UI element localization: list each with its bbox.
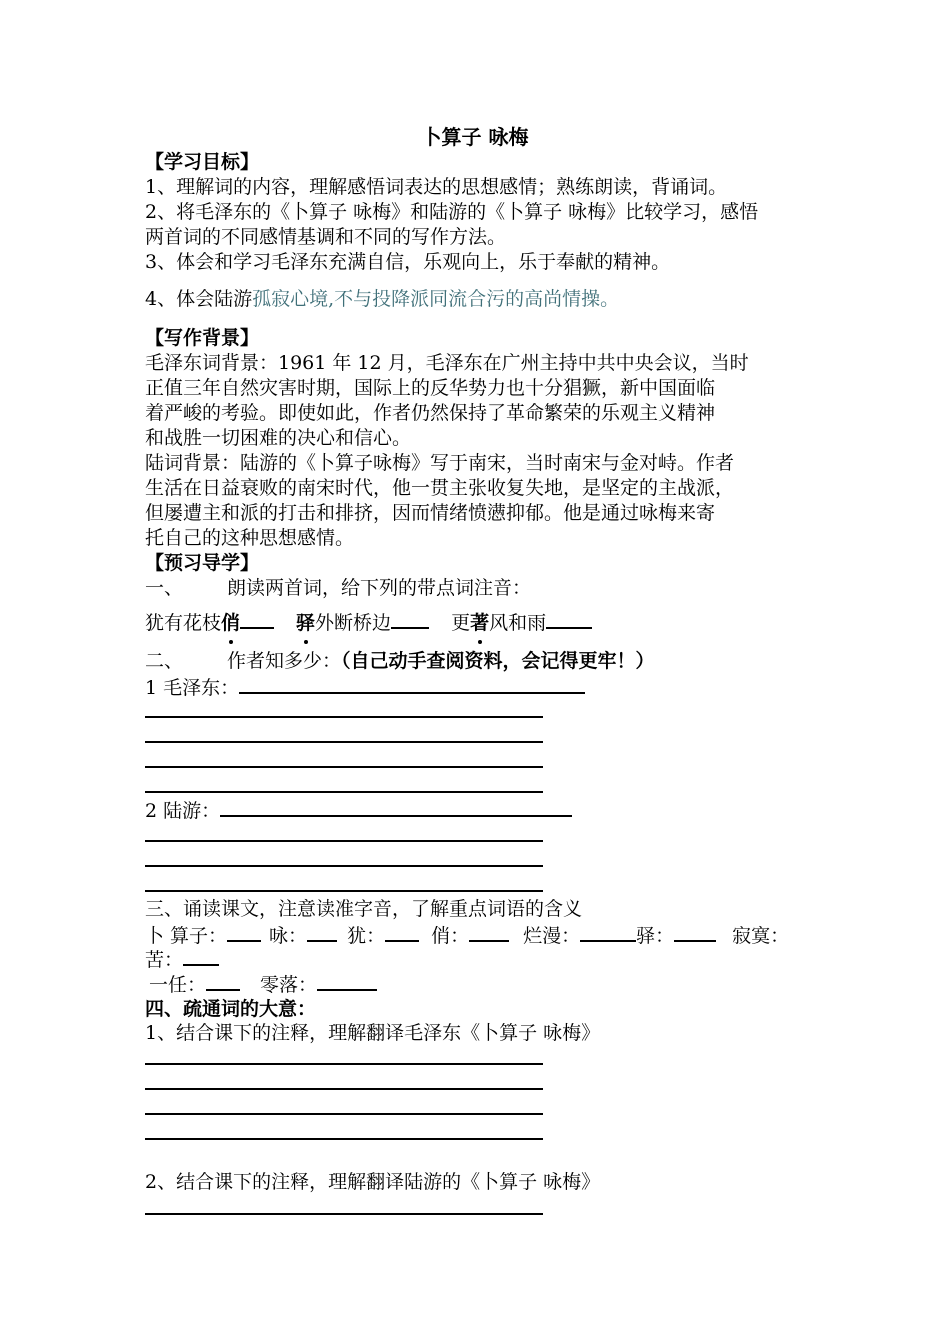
pinyin-word-3-pre: 更 bbox=[451, 612, 471, 634]
pinyin-word-1: 犹有花枝 bbox=[145, 612, 222, 634]
vocab-label: 咏： bbox=[269, 925, 308, 947]
vocab-row-3 bbox=[145, 971, 377, 997]
lu-background-line-1: 陆词背景：陆游的《卜算子咏梅》写于南宋，当时南宋与金对峙。作者 bbox=[145, 452, 735, 474]
lu-author-row bbox=[145, 797, 572, 823]
vocab-label: 寂寞： bbox=[732, 925, 790, 947]
mao-author-blank[interactable] bbox=[239, 674, 585, 694]
dotted-char-yi: 驿 bbox=[296, 612, 316, 634]
vocab-blank[interactable] bbox=[674, 922, 716, 942]
vocab-label: 俏： bbox=[431, 925, 470, 947]
question-4-title: 四、疏通词的大意： bbox=[145, 998, 317, 1020]
background-header: 【写作背景】 bbox=[145, 327, 260, 349]
pinyin-row bbox=[145, 609, 592, 635]
vocab-label: 零落： bbox=[260, 974, 318, 996]
goal-item-4 bbox=[145, 287, 619, 311]
vocab-label: 苦： bbox=[145, 949, 184, 971]
answer-line[interactable] bbox=[145, 741, 543, 743]
lu-background-line-3: 但屡遭主和派的打击和排挤，因而情绪愤懑抑郁。他是通过咏梅来寄 bbox=[145, 502, 716, 524]
page-title: 卜算子 咏梅 bbox=[421, 125, 529, 149]
vocab-label: 一任： bbox=[149, 974, 207, 996]
mao-background-line-3: 着严峻的考验。即使如此，作者仍然保持了革命繁荣的乐观主义精神 bbox=[145, 402, 716, 424]
answer-line[interactable] bbox=[145, 766, 543, 768]
answer-line[interactable] bbox=[145, 1213, 543, 1215]
answer-line[interactable] bbox=[145, 716, 543, 718]
goals-header: 【学习目标】 bbox=[145, 151, 260, 173]
vocab-label: 驿： bbox=[636, 925, 675, 947]
question-2 bbox=[145, 649, 655, 673]
answer-line[interactable] bbox=[145, 1063, 543, 1065]
vocab-blank[interactable] bbox=[307, 922, 337, 942]
vocab-blank[interactable] bbox=[206, 971, 240, 991]
answer-line[interactable] bbox=[145, 1113, 543, 1115]
pinyin-word-3-post: 风和雨 bbox=[489, 612, 547, 634]
question-1-number: 一、 bbox=[145, 577, 184, 599]
dotted-char-zhuo: 著 bbox=[470, 612, 490, 634]
mao-author-row bbox=[145, 674, 585, 700]
vocab-blank[interactable] bbox=[227, 922, 261, 942]
question-1-text: 朗读两首词，给下列的带点词注音： bbox=[227, 577, 532, 599]
lu-background-line-4: 托自己的这种思想感情。 bbox=[145, 527, 355, 549]
lu-background-line-2: 生活在日益衰败的南宋时代，他一贯主张收复失地，是坚定的主战派， bbox=[145, 477, 735, 499]
goal-item-4-highlight: 孤寂心境,不与投降派同流合污的高尚情操。 bbox=[252, 288, 620, 310]
answer-line[interactable] bbox=[145, 840, 543, 842]
question-4-item-2: 2、结合课下的注释，理解翻译陆游的《卜算子 咏梅》 bbox=[145, 1171, 601, 1193]
vocab-row-2 bbox=[145, 946, 219, 972]
mao-background-line-1: 毛泽东词背景：1961 年 12 月，毛泽东在广州主持中共中央会议，当时 bbox=[145, 352, 749, 374]
vocab-blank[interactable] bbox=[469, 922, 509, 942]
pinyin-blank-1[interactable] bbox=[240, 609, 274, 629]
answer-line[interactable] bbox=[145, 1088, 543, 1090]
question-4-item-1: 1、结合课下的注释，理解翻译毛泽东《卜算子 咏梅》 bbox=[145, 1022, 601, 1044]
answer-line[interactable] bbox=[145, 865, 543, 867]
vocab-blank[interactable] bbox=[580, 922, 636, 942]
pinyin-word-2: 外断桥边 bbox=[315, 612, 392, 634]
question-2-note: （自己动手查阅资料，会记得更牢！） bbox=[341, 650, 655, 672]
lu-author-label: 2 陆游： bbox=[145, 800, 221, 822]
goal-item-2-line-1: 2、将毛泽东的《卜算子 咏梅》和陆游的《卜算子 咏梅》比较学习，感悟 bbox=[145, 201, 759, 223]
lu-author-blank[interactable] bbox=[220, 797, 572, 817]
mao-background-line-2: 正值三年自然灾害时期，国际上的反华势力也十分猖獗，新中国面临 bbox=[145, 377, 716, 399]
vocab-blank[interactable] bbox=[385, 922, 419, 942]
goal-item-1: 1、理解词的内容，理解感悟词表达的思想感情；熟练朗读，背诵词。 bbox=[145, 176, 728, 198]
answer-line[interactable] bbox=[145, 890, 543, 892]
question-2-text: 作者知多少： bbox=[227, 650, 342, 672]
question-3-title: 三、诵读课文，注意读准字音，了解重点词语的含义 bbox=[145, 898, 583, 920]
pinyin-blank-3[interactable] bbox=[546, 609, 592, 629]
dotted-char-qiao: 俏 bbox=[221, 612, 241, 634]
question-1 bbox=[145, 576, 531, 600]
mao-background-line-4: 和战胜一切困难的决心和信心。 bbox=[145, 427, 412, 449]
answer-line[interactable] bbox=[145, 791, 543, 793]
vocab-label: 烂漫： bbox=[523, 925, 581, 947]
vocab-label: 卜 算子： bbox=[145, 925, 228, 947]
question-2-number: 二、 bbox=[145, 650, 184, 672]
goal-item-3: 3、体会和学习毛泽东充满自信，乐观向上，乐于奉献的精神。 bbox=[145, 251, 671, 273]
pinyin-blank-2[interactable] bbox=[391, 609, 429, 629]
vocab-blank[interactable] bbox=[317, 971, 377, 991]
goal-item-2-line-2: 两首词的不同感情基调和不同的写作方法。 bbox=[145, 226, 507, 248]
mao-author-label: 1 毛泽东： bbox=[145, 677, 240, 699]
vocab-blank[interactable] bbox=[183, 946, 219, 966]
answer-line[interactable] bbox=[145, 1138, 543, 1140]
goal-item-4-prefix: 4、体会陆游 bbox=[145, 288, 253, 310]
preview-header: 【预习导学】 bbox=[145, 552, 260, 574]
vocab-label: 犹： bbox=[347, 925, 386, 947]
vocab-row-1 bbox=[145, 922, 789, 948]
